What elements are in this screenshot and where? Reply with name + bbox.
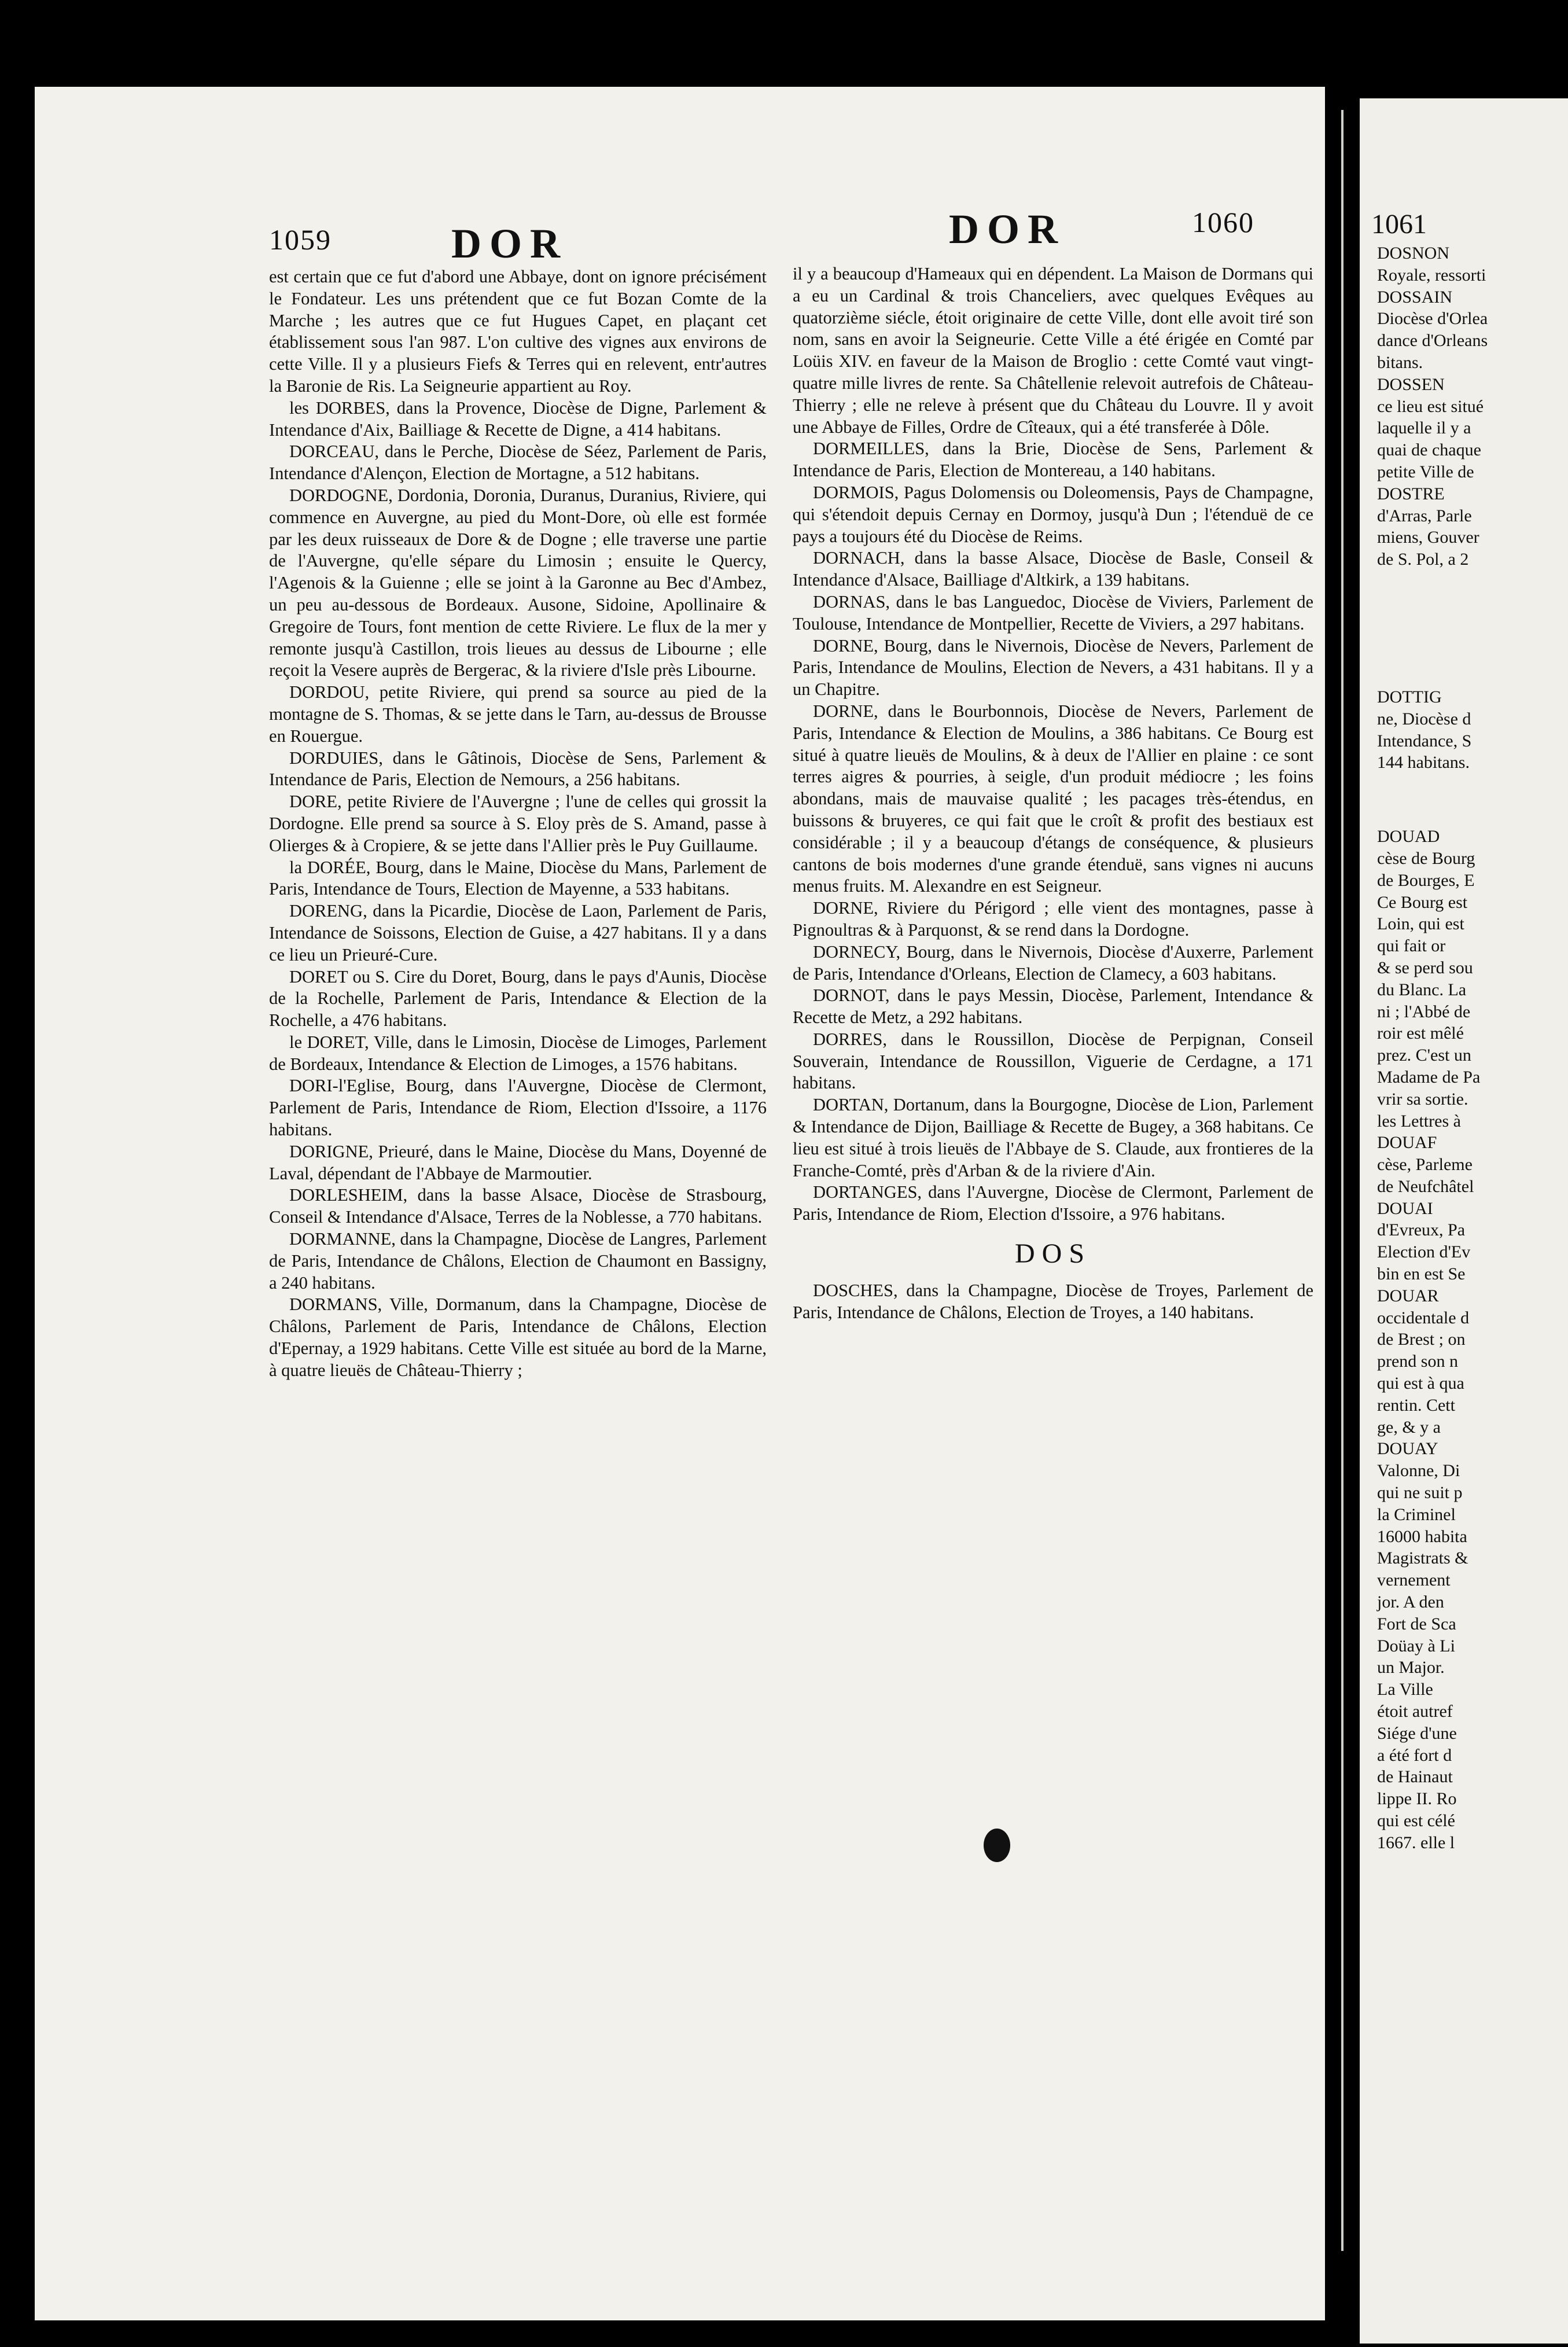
next-page-line: miens, Gouver: [1377, 528, 1479, 547]
next-page-line: cèse, Parleme: [1377, 1155, 1473, 1175]
running-head-right: DOR: [949, 206, 1066, 252]
next-page-line: DOSTRE: [1377, 484, 1445, 503]
next-page-line: Intendance, S: [1377, 731, 1472, 751]
entry: DORRES, dans le Roussillon, Diocèse de Perpignan, Conseil Souverain, Intendance de Roussillon, Viguerie de Cerdagne, a 171 habitans.: [793, 1029, 1313, 1093]
next-page-line: Loin, qui est: [1377, 914, 1464, 934]
entry: DORLESHEIM, dans la basse Alsace, Diocèse de Strasbourg, Conseil & Intendance d'Alsace, Terres de la Noblesse, a 770 habitans.: [269, 1185, 767, 1227]
next-page-line: Election d'Ev: [1377, 1242, 1471, 1262]
entry: DORDOU, petite Riviere, qui prend sa source au pied de la montagne de S. Thomas, & se jette dans le Tarn, au-dessus de Brousse en Rouergue.: [269, 682, 767, 746]
next-page-line: ce lieu est situé: [1377, 396, 1484, 416]
running-head-left: DOR: [451, 220, 568, 267]
next-page-fragment: [1360, 98, 1568, 2344]
next-page-line: du Blanc. La: [1377, 980, 1467, 999]
next-page-line: DOTTIG: [1377, 687, 1442, 707]
next-page-line: bitans.: [1377, 352, 1423, 372]
next-page-line: d'Arras, Parle: [1377, 506, 1472, 525]
next-page-line: DOUAF: [1377, 1133, 1437, 1153]
next-page-line: Magistrats &: [1377, 1548, 1468, 1568]
entry: DORDOGNE, Dordonia, Doronia, Duranus, Duranius, Riviere, qui commence en Auvergne, au pied du Mont-Dore, où elle est formée par les deux ruisseaux de Dore & de Dogne ; elle traverse une partie de l'Auvergne, qu'elle sépare du Limosin ; ensuite le Quercy, l'Agenois & la Guienne ; elle se joint à la Garonne au Bec d'Ambez, un peu au-dessous de Bordeaux. Ausone, Sidoine, Apollinaire & Gregoire de Tours, font mention de cette Riviere. Le flux de la mer y remonte jusqu'à Castillon, trois lieues au dessus de Libourne ; elle reçoit la Vesere auprès de Bergerac, & la riviere d'Isle près Libourne.: [269, 485, 767, 680]
entry: DORET ou S. Cire du Doret, Bourg, dans le pays d'Aunis, Diocèse de la Rochelle, Parlement de Paris, Intendance & Election de la Rochelle, a 476 habitans.: [269, 966, 767, 1031]
next-page-line: étoit autref: [1377, 1702, 1453, 1721]
next-page-line: DOSSEN: [1377, 374, 1445, 394]
next-page-line: de S. Pol, a 2: [1377, 550, 1469, 569]
next-page-line: qui est célé: [1377, 1811, 1455, 1830]
next-page-line: vernement: [1377, 1570, 1451, 1590]
entry: le DORET, Ville, dans le Limosin, Diocèse de Limoges, Parlement de Bordeaux, Intendance & Election de Limoges, a 1576 habitans.: [269, 1032, 767, 1074]
page-number-left: 1059: [269, 223, 332, 256]
next-page-line: un Major.: [1377, 1658, 1445, 1678]
next-page-line: les Lettres à: [1377, 1111, 1461, 1131]
next-page-line: Madame de Pa: [1377, 1067, 1481, 1087]
next-page-line: de Bourges, E: [1377, 870, 1475, 890]
next-page-line: a été fort d: [1377, 1745, 1452, 1765]
entry: DORNE, Bourg, dans le Nivernois, Diocèse de Nevers, Parlement de Paris, Intendance de Moulins, Election de Nevers, a 431 habitans. Il y a un Chapitre.: [793, 635, 1313, 700]
entry: DORMEILLES, dans la Brie, Diocèse de Sens, Parlement & Intendance de Paris, Election de Montereau, a 140 habitans.: [793, 439, 1313, 481]
next-page-line: DOUAY: [1377, 1439, 1438, 1459]
next-page-line: laquelle il y a: [1377, 418, 1471, 438]
entry: DORDUIES, dans le Gâtinois, Diocèse de Sens, Parlement & Intendance de Paris, Election de Nemours, a 256 habitans.: [269, 748, 767, 790]
entry: DORTANGES, dans l'Auvergne, Diocèse de Clermont, Parlement de Paris, Intendance de Riom, Election d'Issoire, a 976 habitans.: [793, 1182, 1313, 1224]
next-page-line: la Criminel: [1377, 1504, 1456, 1524]
page-number-right: 1060: [1192, 206, 1254, 238]
next-page-line: DOUAD: [1377, 827, 1440, 847]
spacer: [1360, 571, 1568, 686]
next-page-line: & se perd sou: [1377, 958, 1473, 977]
next-page-line: petite Ville de: [1377, 462, 1474, 481]
next-page-line: qui fait or: [1377, 936, 1446, 956]
next-page-line: DOSSAIN: [1377, 287, 1453, 307]
next-page-line: 16000 habita: [1377, 1526, 1467, 1546]
next-page-line: ni ; l'Abbé de: [1377, 1002, 1471, 1021]
next-page-line: Diocèse d'Orlea: [1377, 309, 1488, 329]
next-page-line: quai de chaque: [1377, 440, 1481, 460]
entry: la DORÉE, Bourg, dans le Maine, Diocèse du Mans, Parlement de Paris, Intendance de Tours, Election de Mayenne, a 533 habitans.: [269, 857, 767, 899]
entry: DORE, petite Riviere de l'Auvergne ; l'une de celles qui grossit la Dordogne. Elle prend sa source à S. Eloy près de S. Amand, passe à Olierges & à Cropiere, & se jette dans l'Allier près le Puy Guillaume.: [269, 792, 767, 855]
next-page-line: prend son n: [1377, 1352, 1458, 1371]
entry: est certain que ce fut d'abord une Abbaye, dont on ignore précisément le Fondateur. Les uns prétendent que ce fut Bozan Comte de la Marche ; les autres que ce fut Hugues Capet, en plaçant cet établissement sous l'an 987. L'on cultive des vignes aux environs de cette Ville. Il y a plusieurs Fiefs & Terres qui en relevent, entr'autres la Baronie de Ris. La Seigneurie appartient au Roy.: [269, 267, 767, 396]
page-number-next: 1061: [1371, 209, 1427, 240]
next-page-line: d'Evreux, Pa: [1377, 1220, 1466, 1240]
next-page-line: DOUAI: [1377, 1198, 1433, 1218]
entry: DOSCHES, dans la Champagne, Diocèse de Troyes, Parlement de Paris, Intendance de Châlons, Election de Troyes, a 140 habitans.: [793, 1280, 1313, 1322]
entry: DORNOT, dans le pays Messin, Diocèse, Parlement, Intendance & Recette de Metz, a 292 habitans.: [793, 985, 1313, 1028]
next-page-line: occidentale d: [1377, 1308, 1470, 1327]
entry: DORTAN, Dortanum, dans la Bourgogne, Diocèse de Lion, Parlement & Intendance de Dijon, Bailliage & Recette de Bugey, a 368 habitans. Ce lieu est situé à trois lieuës de l'Abbaye de S. Claude, aux frontieres de la Franche-Comté, près d'Arban & de la riviere d'Ain.: [793, 1095, 1313, 1180]
next-page-line: DOUAR: [1377, 1286, 1439, 1305]
left-column: [269, 266, 767, 1382]
next-page-line: ne, Diocèse d: [1377, 709, 1471, 729]
next-page-line: 1667. elle l: [1377, 1833, 1455, 1852]
next-page-line: ge, & y a: [1377, 1417, 1441, 1437]
entry: il y a beaucoup d'Hameaux qui en dépendent. La Maison de Dormans qui a eu un Cardinal & trois Chanceliers, avec quelques Evêques au quatorzième siécle, étoit originaire de cette Ville, dont elle avoit tiré son nom, sans en avoir la Seigneurie. Cette Ville a été érigée en Comté par Loüis XIV. en faveur de la Maison de Broglio : cette Comté vaut vingt-quatre mille livres de rente. Sa Châtellenie relevoit autrefois de Château-Thierry ; elle ne releve à présent que du Château du Louvre. Il y avoit une Abbaye de Filles, Ordre de Cîteaux, qui a été transferée à Dôle.: [793, 264, 1313, 437]
entry: DORMANNE, dans la Champagne, Diocèse de Langres, Parlement de Paris, Intendance de Châlons, Election de Chaumont en Bassigny, a 240 habitans.: [269, 1229, 767, 1293]
next-page-line: Valonne, Di: [1377, 1461, 1460, 1481]
entry: DORI-l'Eglise, Bourg, dans l'Auvergne, Diocèse de Clermont, Parlement de Paris, Intendance de Riom, Election d'Issoire, a 1176 habitans.: [269, 1076, 767, 1140]
next-page-line: prez. C'est un: [1377, 1046, 1471, 1065]
next-page-line: qui est à qua: [1377, 1374, 1464, 1393]
entry: DORNE, dans le Bourbonnois, Diocèse de Nevers, Parlement de Paris, Intendance & Election de Moulins, a 386 habitans. Ce Bourg est situé à quatre lieuës de Moulins, & à deux de l'Allier en plaine : ce sont terres aigres & pourries, à seigle, d'un produit médiocre ; les foins abondans, mais de mauvaise qualité ; les pacages très-étendus, en buissons & bruyeres, ce qui fait que le croît & profit des bestiaux est considérable ; il y a beaucoup d'étangs de conséquence, & plusieurs cantons de bois modernes d'une grande étenduë, sans vignes ni aucuns menus fruits. M. Alexandre en est Seigneur.: [793, 701, 1313, 896]
next-page-line: de Brest ; on: [1377, 1330, 1466, 1349]
next-page-line: jor. A den: [1377, 1592, 1444, 1612]
next-page-line: Royale, ressorti: [1377, 265, 1486, 285]
next-page-line: rentin. Cett: [1377, 1395, 1455, 1415]
entry: DORENG, dans la Picardie, Diocèse de Laon, Parlement de Paris, Intendance de Soissons, Election de Guise, a 427 habitans. Il y a dans ce lieu un Prieuré-Cure.: [269, 901, 767, 965]
right-column: [793, 263, 1313, 1323]
next-page-line: roir est mêlé: [1377, 1024, 1464, 1043]
next-page-line: cèse de Bourg: [1377, 848, 1475, 868]
next-page-line: de Neufchâtel: [1377, 1176, 1474, 1196]
next-page-line: La Ville: [1377, 1680, 1433, 1699]
next-page-line: Ce Bourg est: [1377, 892, 1468, 912]
entry: DORMANS, Ville, Dormanum, dans la Champagne, Diocèse de Châlons, Parlement de Paris, Intendance de Châlons, Election d'Epernay, a 1929 habitans. Cette Ville est située au bord de la Marne, à quatre lieuës de Château-Thierry ;: [269, 1294, 767, 1380]
next-page-line: de Hainaut: [1377, 1767, 1453, 1787]
next-page-line: bin en est Se: [1377, 1264, 1466, 1284]
next-page-line: dance d'Orleans: [1377, 331, 1488, 351]
next-page-line: 144 habitans.: [1377, 753, 1470, 772]
entry: DORMOIS, Pagus Dolomensis ou Doleomensis, Pays de Champagne, qui s'étendoit depuis Cernay en Dormoy, jusqu'à Dun ; l'étenduë de ce pays a toujours été du Diocèse de Reims.: [793, 482, 1313, 546]
entry: DORNE, Riviere du Périgord ; elle vient des montagnes, passe à Pignoultras & à Parquonst, & se rend dans la Dordogne.: [793, 898, 1313, 940]
next-page-line: Doüay à Li: [1377, 1636, 1455, 1656]
next-page-line: qui ne suit p: [1377, 1483, 1463, 1503]
section-heading: DOS: [1014, 1238, 1092, 1270]
next-page-line: lippe II. Ro: [1377, 1789, 1457, 1809]
entry: les DORBES, dans la Provence, Diocèse de Digne, Parlement & Intendance d'Aix, Bailliage & Recette de Digne, a 414 habitans.: [269, 398, 767, 440]
next-page-lines: [1360, 242, 1568, 1854]
entry: DORIGNE, Prieuré, dans le Maine, Diocèse du Mans, Doyenné de Laval, dépendant de l'Abbaye de Marmoutier.: [269, 1141, 767, 1183]
next-page-line: Siége d'une: [1377, 1723, 1457, 1743]
spacer: [1360, 774, 1568, 826]
next-page-line: DOSNON: [1377, 244, 1450, 263]
next-page-line: vrir sa sortie.: [1377, 1089, 1468, 1109]
entry: DORNACH, dans la basse Alsace, Diocèse de Basle, Conseil & Intendance d'Alsace, Bailliage d'Altkirk, a 139 habitans.: [793, 548, 1313, 590]
entry: DORCEAU, dans le Perche, Diocèse de Séez, Parlement de Paris, Intendance d'Alençon, Election de Mortagne, a 512 habitans.: [269, 442, 767, 484]
page-fold: [1341, 110, 1344, 2251]
entry: DORNAS, dans le bas Languedoc, Diocèse de Viviers, Parlement de Toulouse, Intendance de Montpellier, Recette de Viviers, a 297 habitans.: [793, 591, 1313, 634]
ink-blot: [984, 1829, 1010, 1862]
entry: DORNECY, Bourg, dans le Nivernois, Diocèse d'Auxerre, Parlement de Paris, Intendance d'Orleans, Election de Clamecy, a 603 habitans.: [793, 941, 1313, 984]
next-page-line: Fort de Sca: [1377, 1614, 1456, 1634]
